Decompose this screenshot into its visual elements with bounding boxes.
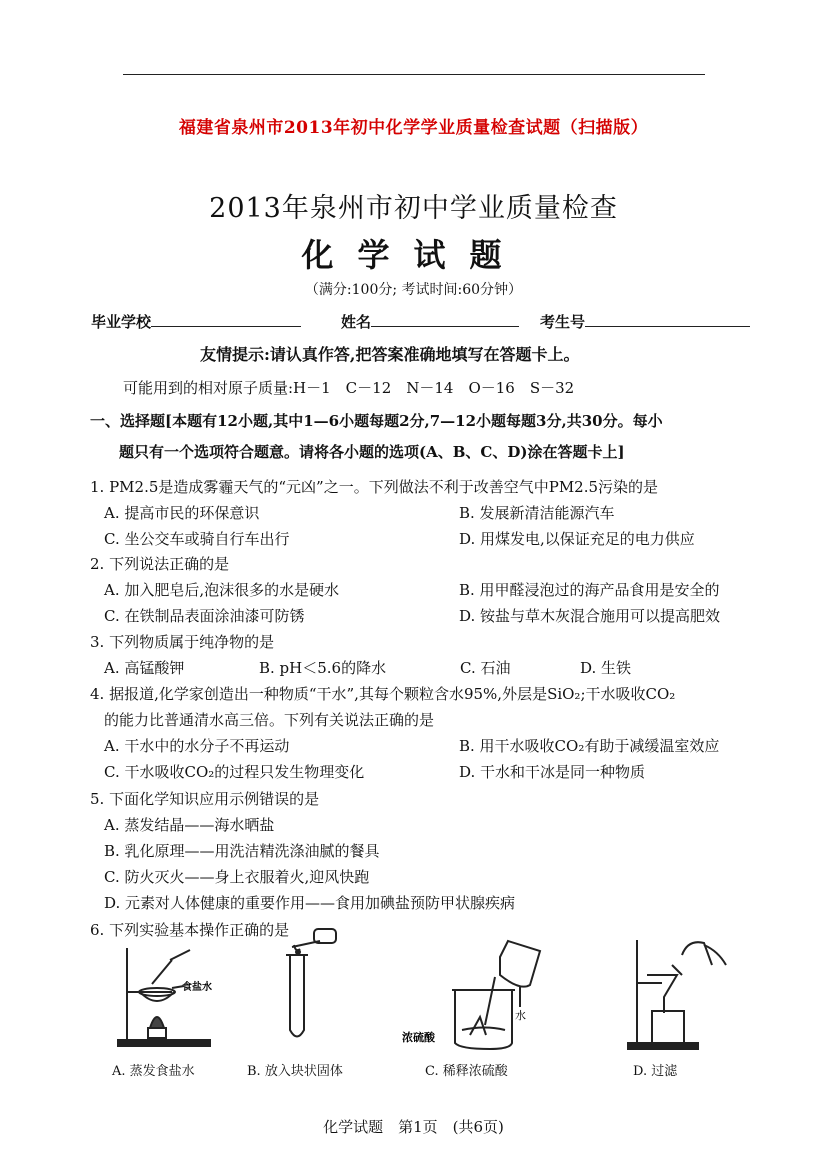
q4-stem-line1: 4. 据报道,化学家创造出一种物质“干水”,其每个颗粒含水95%,外层是SiO₂;干水吸收CO₂ <box>90 685 676 703</box>
q6-option-a: A. 蒸发食盐水 <box>112 1064 195 1079</box>
q2-option-c: C. 在铁制品表面涂油漆可防锈 <box>104 607 305 625</box>
label-salt-water: 食盐水 <box>182 982 212 993</box>
atomic-masses: 可能用到的相对原子质量:H－1 C－12 N－14 O－16 S－32 <box>123 379 575 397</box>
document-title: 福建省泉州市2013年初中化学学业质量检查试题（扫描版） <box>178 118 649 138</box>
q5-stem: 5. 下面化学知识应用示例错误的是 <box>90 790 320 808</box>
q5-option-b: B. 乳化原理——用洗洁精洗涤油腻的餐具 <box>104 842 380 860</box>
q6-option-b: B. 放入块状固体 <box>247 1064 343 1079</box>
q5-option-c: C. 防火灭火——身上衣服着火,迎风快跑 <box>104 868 370 886</box>
q3-option-b: B. pH＜5.6的降水 <box>259 659 387 677</box>
q1-stem: 1. PM2.5是造成雾霾天气的“元凶”之一。下列做法不利于改善空气中PM2.5污染的是 <box>90 478 659 496</box>
q2-option-b: B. 用甲醛浸泡过的海产品食用是安全的 <box>459 581 720 599</box>
q3-option-d: D. 生铁 <box>580 659 632 677</box>
section1-line2: 题只有一个选项符合题意。请将各小题的选项(A、B、C、D)涂在答题卡上] <box>119 443 625 461</box>
q6-option-c: C. 稀释浓硫酸 <box>425 1064 508 1079</box>
q3-option-c: C. 石油 <box>460 659 511 677</box>
section1-line1: 一、选择题[本题有12小题,其中1—6小题每题2分,7—12小题每题3分,共30分。每小 <box>90 412 663 430</box>
label-water: 水 <box>515 1009 526 1022</box>
q4-stem-line2: 的能力比普通清水高三倍。下列有关说法正确的是 <box>104 711 435 729</box>
score-time: （满分:100分; 考试时间:60分钟） <box>304 282 523 298</box>
school-blank[interactable] <box>151 312 301 327</box>
q5-option-d: D. 元素对人体健康的重要作用——食用加碘盐预防甲状腺疾病 <box>104 894 516 912</box>
q3-option-a: A. 高锰酸钾 <box>104 659 185 677</box>
school-field <box>91 311 301 332</box>
id-blank[interactable] <box>585 312 750 327</box>
q1-option-d: D. 用煤发电,以保证充足的电力供应 <box>459 530 695 548</box>
name-blank[interactable] <box>371 312 519 327</box>
q4-option-c: C. 干水吸收CO₂的过程只发生物理变化 <box>104 763 365 781</box>
id-field <box>540 311 750 332</box>
top-rule <box>123 74 705 75</box>
name-label: 姓名 <box>341 313 372 331</box>
subject-title: 化学试题 <box>301 236 526 274</box>
label-acid: 浓硫酸 <box>402 1031 435 1044</box>
q1-option-c: C. 坐公交车或骑自行车出行 <box>104 530 290 548</box>
q6-stem: 6. 下列实验基本操作正确的是 <box>90 921 290 939</box>
q4-option-a: A. 干水中的水分子不再运动 <box>104 737 290 755</box>
q5-option-a: A. 蒸发结晶——海水晒盐 <box>104 816 275 834</box>
q3-stem: 3. 下列物质属于纯净物的是 <box>90 633 275 651</box>
q1-option-a: A. 提高市民的环保意识 <box>104 504 260 522</box>
test-tube-figure <box>272 925 352 1050</box>
page-footer: 化学试题 第1页 (共6页) <box>323 1118 504 1136</box>
q2-option-a: A. 加入肥皂后,泡沫很多的水是硬水 <box>104 581 340 599</box>
dilution-figure <box>400 935 550 1055</box>
q2-option-d: D. 铵盐与草木灰混合施用可以提高肥效 <box>459 607 721 625</box>
q1-option-b: B. 发展新清洁能源汽车 <box>459 504 615 522</box>
id-label: 考生号 <box>540 313 586 331</box>
notice: 友情提示:请认真作答,把答案准确地填写在答题卡上。 <box>200 345 580 364</box>
name-field <box>341 311 519 332</box>
school-label: 毕业学校 <box>91 313 152 331</box>
filtration-figure <box>622 935 732 1055</box>
exam-title: 2013年泉州市初中学业质量检查 <box>209 193 618 224</box>
q6-option-d: D. 过滤 <box>633 1064 678 1079</box>
evaporation-figure <box>112 940 222 1050</box>
q2-stem: 2. 下列说法正确的是 <box>90 555 230 573</box>
q4-option-b: B. 用干水吸收CO₂有助于减缓温室效应 <box>459 737 720 755</box>
q4-option-d: D. 干水和干冰是同一种物质 <box>459 763 646 781</box>
